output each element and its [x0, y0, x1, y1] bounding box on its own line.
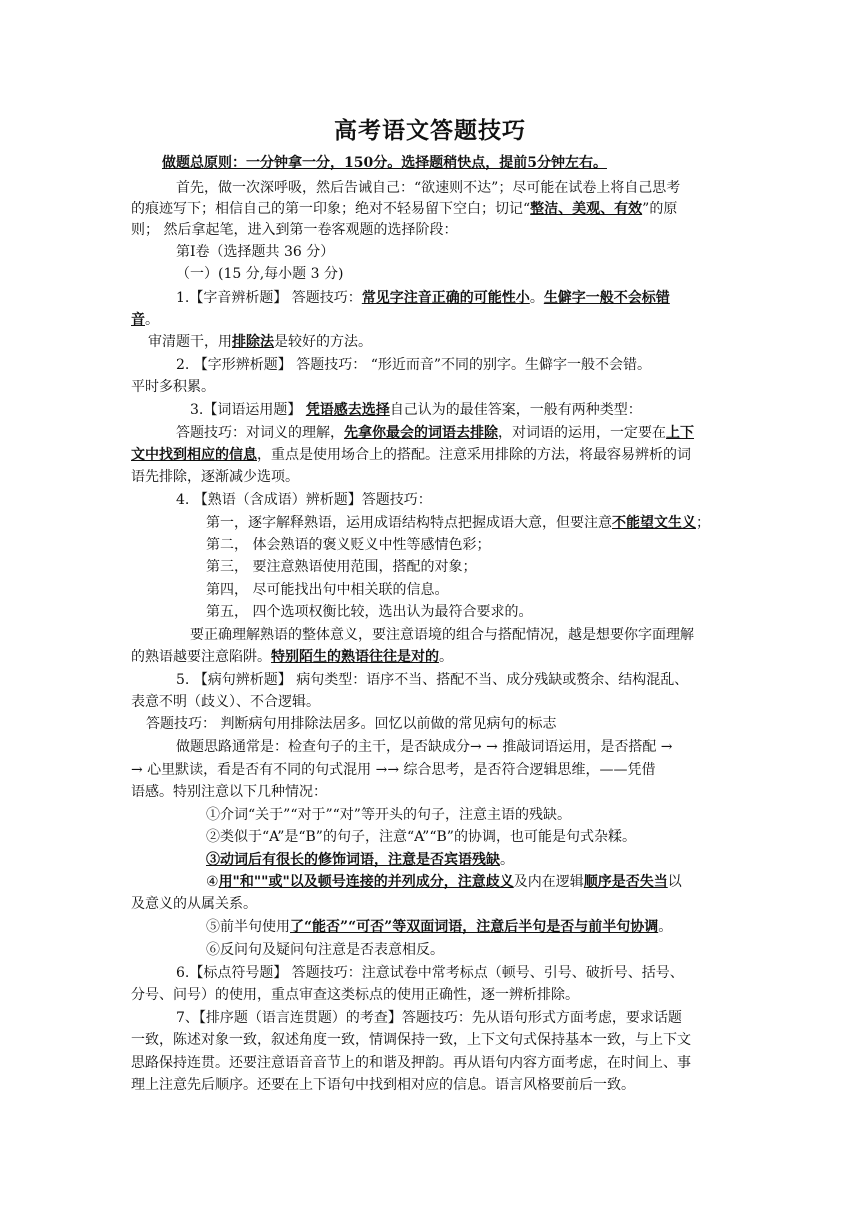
text: 。 — [658, 919, 673, 935]
text: 第一，逐字解释熟语，运用成语结构特点把握成语大意，但要注意 — [206, 515, 612, 531]
part-heading: （一）(15 分,每小题 3 分) — [176, 266, 344, 282]
section-1-line-1 — [176, 288, 670, 308]
section-5-line-5: → 心里默读，看是否有不同的句式混用 →→ 综合思考，是否符合逻辑思维，——凭借 — [131, 762, 656, 778]
text: 。 — [500, 852, 514, 868]
text: 自己认为的最佳答案，一般有两种类型： — [389, 402, 642, 418]
section-label: 3.【词语运用题】 — [190, 402, 306, 418]
section-4-point-3: 第三， 要注意熟语使用范围，搭配的对象； — [206, 559, 477, 575]
section-5-item-6: ⑥反问句及疑问句注意是否表意相反。 — [206, 942, 444, 958]
text: 。 — [529, 290, 544, 306]
section-4-point-1 — [206, 513, 710, 533]
key-phrase: 音 — [131, 312, 145, 328]
key-phrase: 顺序是否失当 — [583, 874, 668, 890]
section-3-line-4: 语先排除，逐渐减少选项。 — [131, 469, 299, 485]
section-5-line-3: 答题技巧： 判断病句用排除法居多。回忆以前做的常见病句的标志 — [146, 716, 557, 732]
key-phrase: 常见字注音正确的可能性小 — [361, 290, 530, 306]
section-7-line-2: 一致，陈述对象一致，叙述角度一致，情调保持一致，上下文句式保持基本一致，与上下文 — [131, 1032, 691, 1048]
key-phrase: 排除法 — [232, 334, 274, 350]
key-phrase: 了“能否”“可否”等双面词语，注意后半句是否与前半句协调 — [290, 919, 659, 935]
section-4-note-2 — [131, 647, 453, 667]
key-phrase: 用"和""或"以及顿号连接的并列成分，注意歧义 — [218, 874, 514, 890]
text: 。 — [145, 312, 159, 328]
section-5-item-4 — [206, 872, 682, 892]
section-5-line-6: 语感。特别注意以下几种情况： — [131, 784, 327, 800]
text: 答题技巧：对词义的理解， — [176, 425, 344, 441]
text: ④ — [206, 874, 219, 890]
section-5-item-4-cont: 及意义的从属关系。 — [131, 896, 257, 912]
section-label: 1.【字音辨析题】 答题技巧： — [176, 290, 362, 306]
page-title: 高考语文答题技巧 — [334, 117, 526, 144]
intro-line-1: 首先，做一次深呼吸，然后告诫自己：“欲速则不达”；尽可能在试卷上将自己思考 — [176, 180, 681, 196]
section-5-item-1: ①介词“关于”“对于”“对”等开头的句子，注意主语的残缺。 — [206, 807, 571, 823]
key-phrase: 先拿你最会的词语去排除 — [344, 425, 498, 441]
section-5-item-5 — [206, 917, 672, 937]
intro-line-2 — [131, 199, 677, 219]
key-phrase: ③动词后有很长的修饰词语，注意是否宾语残缺 — [206, 852, 500, 868]
section-1-line-3 — [148, 332, 372, 352]
intro-text: ”的原 — [642, 201, 678, 217]
text: 及内在逻辑 — [513, 874, 584, 890]
volume-heading: 第Ⅰ卷（选择题共 36 分） — [176, 244, 335, 260]
text: ，对词语的运用，一定要在 — [498, 425, 666, 441]
general-principle: 做题总原则：一分钟拿一分，150分。选择题稍快点，提前5分钟左右。 — [162, 155, 607, 171]
key-phrase: 特别陌生的熟语往往是对的 — [271, 649, 439, 665]
intro-text: 的痕迹写下；相信自己的第一印象；绝对不轻易留下空白；切记“ — [131, 201, 531, 217]
section-6-line-2: 分号、问号）的使用，重点审查这类标点的使用正确性，逐一辨析排除。 — [131, 987, 579, 1003]
intro-line-3: 则； 然后拿起笔，进入到第一卷客观题的选择阶段： — [131, 222, 458, 238]
section-5-line-2: 表意不明（歧义）、不合逻辑。 — [131, 694, 320, 710]
key-phrase: 上下 — [666, 425, 694, 441]
text: 。 — [439, 649, 453, 665]
text: 是较好的方法。 — [274, 334, 372, 350]
section-4-point-2: 第二， 体会熟语的褒义贬义中性等感情色彩； — [206, 537, 491, 553]
section-5-line-1: 5. 【病句辨析题】 病句类型：语序不当、搭配不当、成分残缺或赘余、结构混乱、 — [176, 672, 689, 688]
section-7-line-3: 思路保持连贯。还要注意语音音节上的和谐及押韵。再从语句内容方面考虑，在时间上、事 — [131, 1055, 691, 1071]
key-phrase: 整洁、美观、有效 — [530, 201, 643, 217]
text: ，重点是使用场合上的搭配。注意采用排除的方法，将最容易辨析的词 — [257, 447, 691, 463]
section-5-item-3 — [206, 850, 514, 870]
section-4-point-5: 第五， 四个选项权衡比较，选出认为最符合要求的。 — [206, 604, 533, 620]
section-4-note-1: 要正确理解熟语的整体意义，要注意语境的组合与搭配情况，越是想要你字面理解 — [190, 627, 694, 643]
section-2-line-1: 2. 【字形辨析题】 答题技巧： “形近而音”不同的别字。生僻字一般不会错。 — [176, 357, 652, 373]
key-phrase: 文中找到相应的信息 — [131, 447, 257, 463]
key-phrase: 凭语感去选择 — [305, 402, 390, 418]
section-6-line-1: 6.【标点符号题】 答题技巧：注意试卷中常考标点（顿号、引号、破折号、括号、 — [176, 965, 684, 981]
section-4-point-4: 第四， 尽可能找出句中相关联的信息。 — [206, 582, 449, 598]
section-7-line-4: 理上注意先后顺序。还要在上下语句中找到相对应的信息。语言风格要前后一致。 — [131, 1077, 635, 1093]
section-5-line-4: 做题思路通常是：检查句子的主干，是否缺成分→ → 推敲词语运用，是否搭配 → — [176, 739, 673, 755]
section-3-line-1 — [190, 400, 642, 420]
text: ⑤前半句使用 — [206, 919, 290, 935]
section-3-line-3 — [131, 445, 691, 465]
section-1-line-2 — [131, 310, 159, 330]
section-7-line-1: 7、【排序题（语言连贯题）的考查】答题技巧：先从语句形式方面考虑，要求话题 — [176, 1010, 682, 1026]
section-5-item-2: ②类似于“A”是“B”的句子，注意“A”“B”的协调，也可能是句式杂糅。 — [206, 829, 636, 845]
text: ； — [696, 515, 710, 531]
key-phrase: 生僻字一般不会标错 — [543, 290, 670, 306]
section-2-line-2: 平时多积累。 — [131, 379, 215, 395]
key-phrase: 不能望文生义 — [612, 515, 696, 531]
text: 以 — [667, 874, 682, 890]
section-3-line-2 — [176, 423, 694, 443]
text: 审清题干，用 — [148, 334, 232, 350]
section-4-heading: 4. 【熟语（含成语）辨析题】答题技巧： — [176, 492, 432, 508]
text: 的熟语越要注意陷阱。 — [131, 649, 271, 665]
